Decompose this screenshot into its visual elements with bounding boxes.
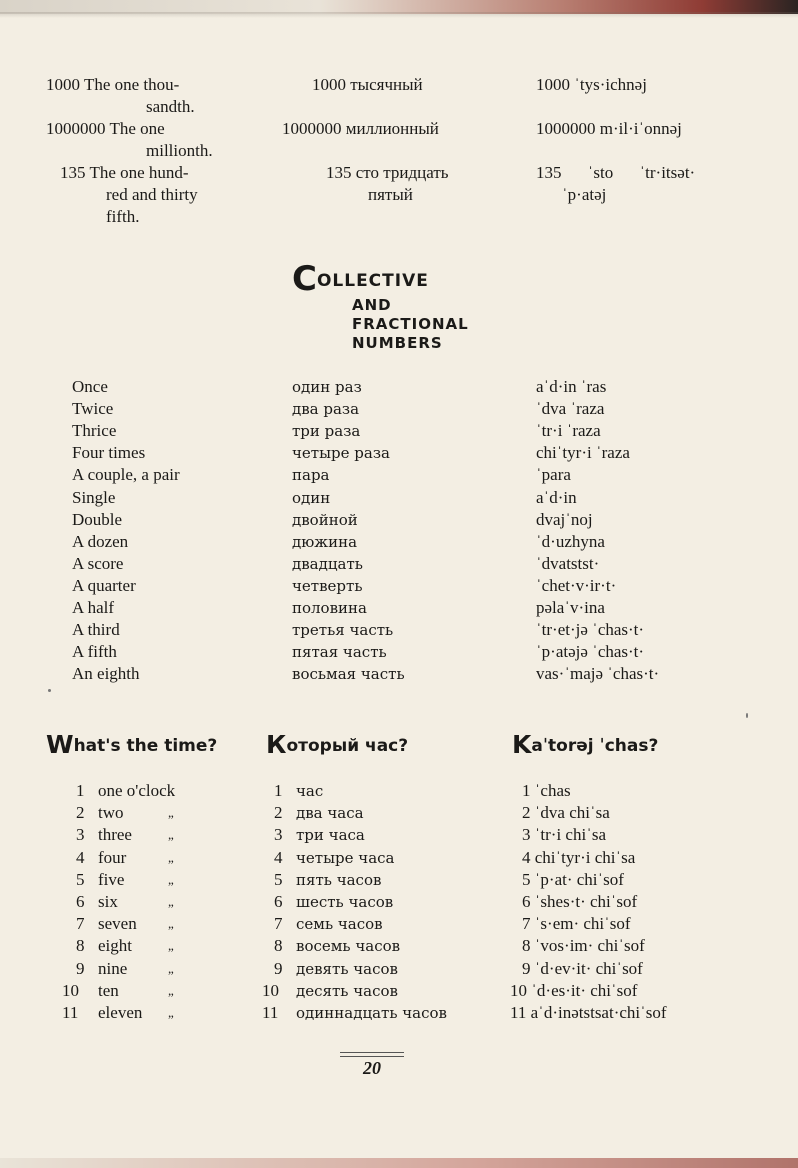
ditto-mark: „ <box>168 872 174 887</box>
ordinal-ru-135 <box>326 162 449 206</box>
ordinal-ru-1000000 <box>282 118 439 140</box>
heading-rest: aˈtorəj ˈchas? <box>531 736 659 756</box>
collective-en: Double <box>72 510 123 529</box>
collective-en: A quarter <box>72 576 136 595</box>
collective-tr: aˈd·in ˈras <box>536 377 607 396</box>
ordinal-tr-135 <box>536 162 695 206</box>
text-line: 1000 ˈtys·ichnəj <box>536 75 647 94</box>
time-number: 5 <box>76 870 85 889</box>
ordinal-tr-1000000 <box>536 118 682 140</box>
ordinal-en-1000000 <box>46 118 213 162</box>
time-heading-ru <box>266 730 408 761</box>
collective-ru: двадцать <box>292 555 363 573</box>
time-tr: 8 ˈvos·im· chiˈsof <box>522 936 645 955</box>
collective-en: Thrice <box>72 421 117 440</box>
time-number: 9 <box>76 959 85 978</box>
ditto-mark: „ <box>168 961 174 976</box>
time-ru: одиннадцать часов <box>296 1004 447 1022</box>
ordinal-en-135 <box>60 162 198 228</box>
time-number: 8 <box>76 936 85 955</box>
time-ru-number: 1 <box>274 781 283 800</box>
ditto-mark: „ <box>168 983 174 998</box>
time-en: eleven <box>98 1003 143 1022</box>
collective-tr: aˈd·in <box>536 488 577 507</box>
collective-en: Single <box>72 488 116 507</box>
time-ru-number: 11 <box>262 1003 279 1022</box>
text-line: 1000000 миллионный <box>282 119 439 138</box>
time-tr: 6 ˈshes·t· chiˈsof <box>522 892 638 911</box>
collective-en: Once <box>72 377 108 396</box>
time-heading-en <box>46 730 217 761</box>
time-en: one o'clock <box>98 781 176 800</box>
collective-tr: ˈdva ˈraza <box>536 399 605 418</box>
collective-ru: один <box>292 489 331 507</box>
time-ru-number: 8 <box>274 936 283 955</box>
folio-rule <box>340 1052 404 1057</box>
ordinal-ru-1000 <box>312 74 423 96</box>
time-ru: четыре часа <box>296 849 395 867</box>
text-line: 1000 тысячный <box>312 75 423 94</box>
time-en: nine <box>98 959 128 978</box>
collective-ru: половина <box>292 599 367 617</box>
collective-ru: пятая часть <box>292 643 387 661</box>
time-number: 6 <box>76 892 85 911</box>
text-line: sandth. <box>146 97 195 116</box>
text-line: red and thirty <box>106 185 198 204</box>
time-ru-number: 7 <box>274 914 283 933</box>
text-line: 1000000 m·il·iˈonnəj <box>536 119 682 138</box>
heading-line-4: NUMBERS <box>352 334 443 352</box>
text-line: пятый <box>368 185 413 204</box>
ditto-mark: „ <box>168 850 174 865</box>
heading-rest: hat's the time? <box>73 736 218 756</box>
page-top-edge <box>0 0 798 14</box>
collective-en: A score <box>72 554 124 573</box>
time-tr: 4 chiˈtyr·i chiˈsa <box>522 848 636 867</box>
time-tr: 3 ˈtr·i chiˈsa <box>522 825 607 844</box>
speck <box>746 713 748 718</box>
time-en: ten <box>98 981 119 1000</box>
collective-ru: четверть <box>292 577 363 595</box>
collective-ru: дюжина <box>292 533 358 551</box>
time-heading-tr <box>512 730 658 761</box>
time-en: three <box>98 825 132 844</box>
time-ru-number: 6 <box>274 892 283 911</box>
time-ru-number: 9 <box>274 959 283 978</box>
time-ru: шесть часов <box>296 893 394 911</box>
text-line: fifth. <box>106 207 140 226</box>
collective-en: A dozen <box>72 532 129 551</box>
text-line: ˈp·atəj <box>562 185 607 204</box>
time-number: 10 <box>62 981 79 1000</box>
time-ru: семь часов <box>296 915 383 933</box>
ditto-mark: „ <box>168 805 174 820</box>
text-line: 135 сто тридцать <box>326 163 449 182</box>
time-number: 2 <box>76 803 85 822</box>
time-number: 7 <box>76 914 85 933</box>
ditto-mark: „ <box>168 916 174 931</box>
page-bottom-edge <box>0 1158 798 1168</box>
collective-tr: ˈtr·et·jə ˈchas·t· <box>536 620 645 639</box>
collective-en: Four times <box>72 443 146 462</box>
time-en: seven <box>98 914 137 933</box>
collective-en: Twice <box>72 399 114 418</box>
time-tr: 7 ˈs·em· chiˈsof <box>522 914 631 933</box>
ditto-mark: „ <box>168 894 174 909</box>
heading-initial: К <box>266 730 287 759</box>
text-line: 1000 The one thou- <box>46 75 180 94</box>
time-ru: девять часов <box>296 960 398 978</box>
collective-en: A fifth <box>72 642 117 661</box>
time-ru: пять часов <box>296 871 382 889</box>
time-tr: 5 ˈp·at· chiˈsof <box>522 870 624 889</box>
ditto-mark: „ <box>168 1005 174 1020</box>
time-ru: три часа <box>296 826 365 844</box>
collective-ru: третья часть <box>292 621 394 639</box>
speck <box>48 689 51 692</box>
collective-tr: ˈpara <box>536 465 571 484</box>
time-ru: десять часов <box>296 982 398 1000</box>
collective-tr: pəlaˈv·ina <box>536 598 605 617</box>
collective-tr: ˈdvatstst· <box>536 554 600 573</box>
time-ru-number: 2 <box>274 803 283 822</box>
collective-ru: один раз <box>292 378 362 396</box>
section-heading <box>292 259 469 353</box>
heading-initial: W <box>46 730 74 759</box>
heading-line-3: FRACTIONAL <box>352 315 469 333</box>
collective-ru: четыре раза <box>292 444 390 462</box>
text-line: 135 ˈsto ˈtr·itsət· <box>536 163 696 182</box>
text-line: millionth. <box>146 141 213 160</box>
time-en: six <box>98 892 118 911</box>
collective-ru: двойной <box>292 511 358 529</box>
time-ru: час <box>296 782 324 800</box>
collective-tr: ˈtr·i ˈraza <box>536 421 601 440</box>
time-tr: 11 aˈd·inətstsat·chiˈsof <box>510 1003 667 1022</box>
collective-ru: три раза <box>292 422 361 440</box>
time-ru-number: 3 <box>274 825 283 844</box>
time-tr: 2 ˈdva chiˈsa <box>522 803 610 822</box>
collective-tr: chiˈtyr·i ˈraza <box>536 443 630 462</box>
text-line: 135 The one hund- <box>60 163 189 182</box>
collective-tr: ˈp·atəjə ˈchas·t· <box>536 642 645 661</box>
heading-rest: OLLECTIVE <box>316 271 429 291</box>
time-number: 11 <box>62 1003 79 1022</box>
time-ru: два часа <box>296 804 364 822</box>
collective-ru: восьмая часть <box>292 665 405 683</box>
time-en: eight <box>98 936 132 955</box>
ditto-mark: „ <box>168 938 174 953</box>
page-number: 20 <box>363 1058 381 1078</box>
heading-initial: K <box>512 730 532 759</box>
heading-line-2: AND <box>352 296 392 314</box>
time-en: four <box>98 848 127 867</box>
collective-tr: ˈchet·v·ir·t· <box>536 576 617 595</box>
time-number: 4 <box>76 848 85 867</box>
time-ru: восемь часов <box>296 937 401 955</box>
time-tr: 1 ˈchas <box>522 781 571 800</box>
collective-tr: dvajˈnoj <box>536 510 593 529</box>
collective-tr: ˈd·uzhyna <box>536 532 605 551</box>
time-ru-number: 5 <box>274 870 283 889</box>
collective-ru: пара <box>292 466 330 484</box>
collective-en: An eighth <box>72 664 140 683</box>
heading-line-1 <box>292 259 469 299</box>
time-number: 1 <box>76 781 85 800</box>
collective-en: A third <box>72 620 120 639</box>
heading-initial: C <box>292 259 317 299</box>
collective-ru: два раза <box>292 400 360 418</box>
time-tr: 10 ˈd·es·it· chiˈsof <box>510 981 638 1000</box>
time-ru-number: 4 <box>274 848 283 867</box>
time-number: 3 <box>76 825 85 844</box>
time-en: five <box>98 870 125 889</box>
collective-tr: vas·ˈmajə ˈchas·t· <box>536 664 660 683</box>
text-line: 1000000 The one <box>46 119 165 138</box>
ordinal-tr-1000 <box>536 74 647 96</box>
ordinal-en-1000 <box>46 74 195 118</box>
heading-rest: оторый час? <box>286 736 409 756</box>
collective-en: A half <box>72 598 115 617</box>
time-en: two <box>98 803 124 822</box>
collective-en: A couple, a pair <box>72 465 180 484</box>
time-ru-number: 10 <box>262 981 279 1000</box>
time-tr: 9 ˈd·ev·it· chiˈsof <box>522 959 643 978</box>
ditto-mark: „ <box>168 827 174 842</box>
